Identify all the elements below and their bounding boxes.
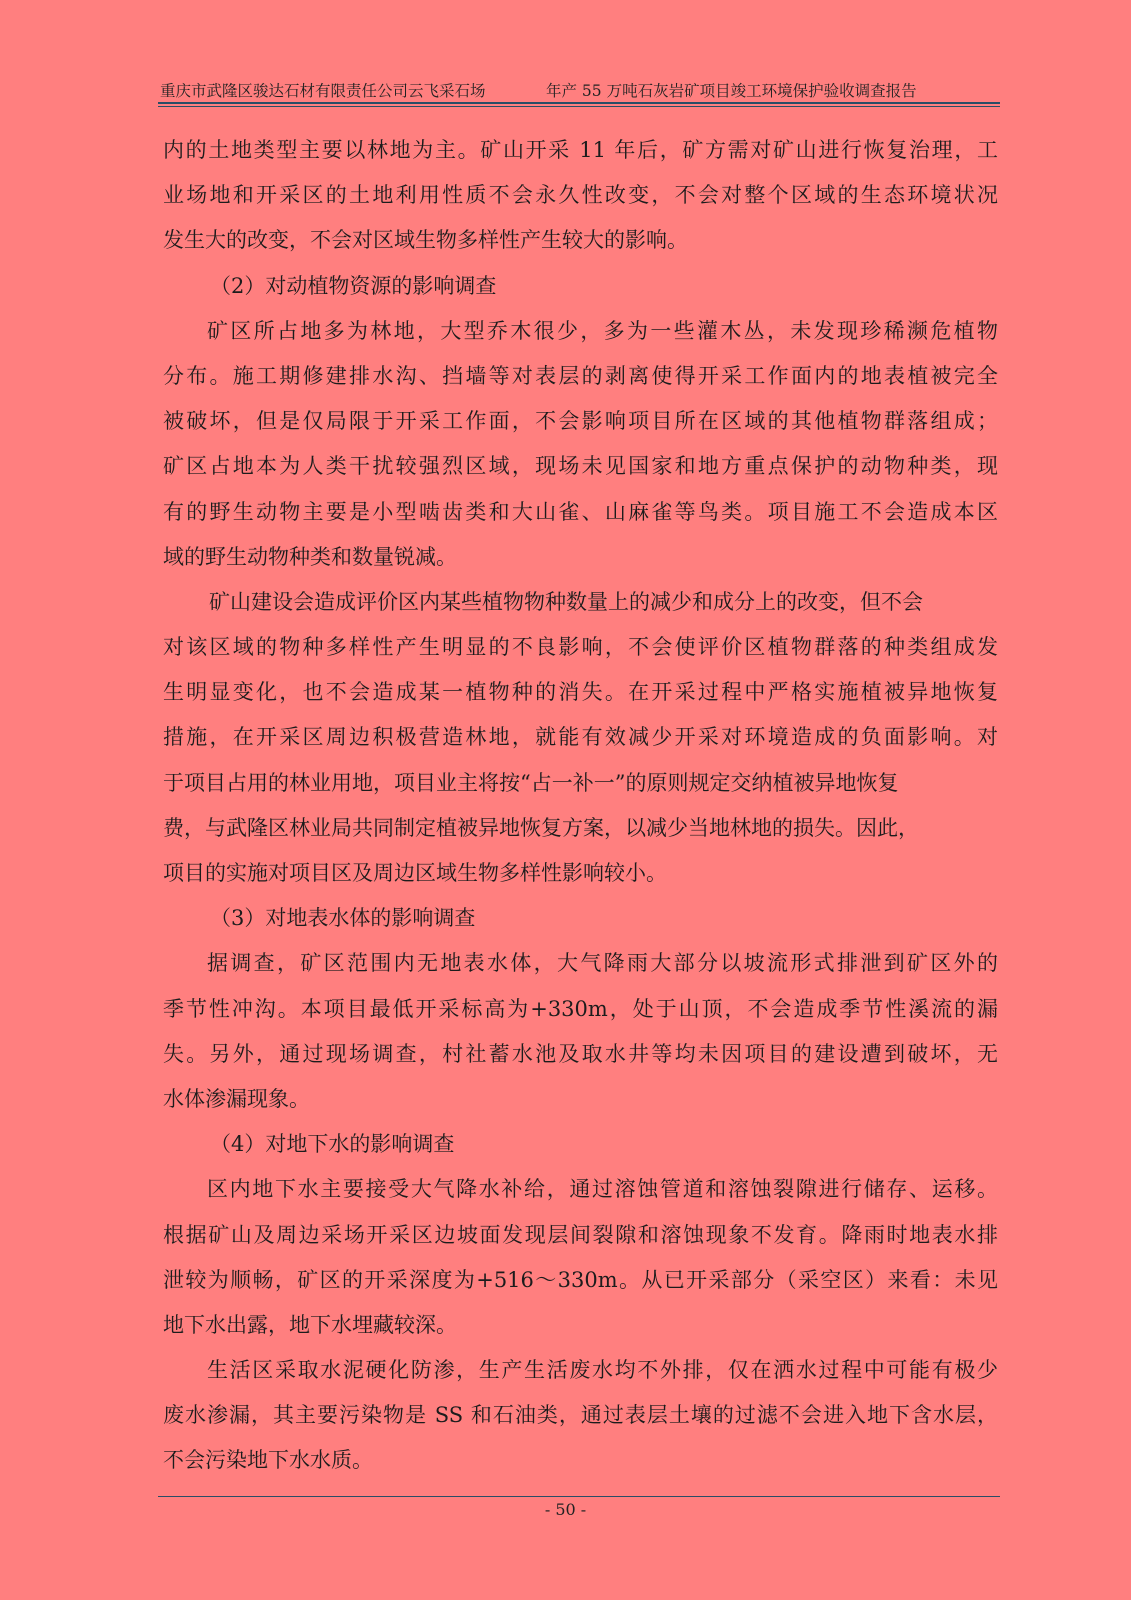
- text-line: 生活区采取水泥硬化防渗，生产生活废水均不外排，仅在洒水过程中可能有极少: [207, 1358, 998, 1383]
- running-header: [160, 78, 998, 104]
- text-line: 地下水出露，地下水埋藏较深。: [163, 1312, 457, 1337]
- text-line: 水体渗漏现象。: [163, 1086, 310, 1111]
- section-heading: （2）对动植物资源的影响调查: [210, 273, 497, 298]
- text-line: 措施，在开采区周边积极营造林地，就能有效减少开采对环境造成的负面影响。对: [163, 725, 998, 750]
- text-line: 业场地和开采区的土地利用性质不会永久性改变，不会对整个区域的生态环境状况: [163, 183, 998, 208]
- text-line: 费，与武隆区林业局共同制定植被异地恢复方案，以减少当地林地的损失。因此，: [163, 815, 919, 840]
- footer-rule: [158, 1496, 1000, 1497]
- text-line: 废水渗漏，其主要污染物是 SS 和石油类，通过表层土壤的过滤不会进入地下含水层，: [163, 1403, 998, 1428]
- section-heading: （4）对地下水的影响调查: [210, 1132, 455, 1157]
- text-line: 季节性冲沟。本项目最低开采标高为+330m，处于山顶，不会造成季节性溪流的漏: [163, 996, 998, 1021]
- text-line: 生明显变化，也不会造成某一植物种的消失。在开采过程中严格实施植被异地恢复: [163, 680, 998, 705]
- text-line: 项目的实施对项目区及周边区域生物多样性影响较小。: [163, 861, 667, 885]
- text-line: 泄较为顺畅，矿区的开采深度为+516～330m。从已开采部分（采空区）来看：未见: [163, 1267, 998, 1292]
- text-line: 对该区域的物种多样性产生明显的不良影响，不会使评价区植物群落的种类组成发: [163, 635, 998, 660]
- text-line: 不会污染地下水水质。: [163, 1448, 373, 1473]
- text-line: 域的野生动物种类和数量锐减。: [163, 544, 457, 569]
- text-line: 分布。施工期修建排水沟、挡墙等对表层的剥离使得开采工作面内的地表植被完全: [163, 363, 998, 388]
- text-line: 内的土地类型主要以林地为主。矿山开采 11 年后，矿方需对矿山进行恢复治理，工: [163, 138, 998, 162]
- text-line: 有的野生动物主要是小型啮齿类和大山雀、山麻雀等鸟类。项目施工不会造成本区: [163, 499, 998, 524]
- text-line: 矿区占地本为人类干扰较强烈区域，现场未见国家和地方重点保护的动物种类，现: [163, 454, 998, 479]
- body-text: [163, 128, 998, 1484]
- section-heading: （3）对地表水体的影响调查: [210, 906, 476, 931]
- text-line: 矿区所占地多为林地，大型乔木很少，多为一些灌木丛，未发现珍稀濒危植物: [207, 318, 998, 343]
- text-line: 被破坏，但是仅局限于开采工作面，不会影响项目所在区域的其他植物群落组成；: [163, 409, 998, 434]
- text-line: 失。另外，通过现场调查，村社蓄水池及取水井等均未因项目的建设遭到破坏，无: [163, 1041, 998, 1066]
- text-line: 发生大的改变，不会对区域生物多样性产生较大的影响。: [163, 228, 688, 253]
- text-line: 矿山建设会造成评价区内某些植物物种数量上的减少和成分上的改变，但不会: [209, 589, 923, 614]
- page-number: - 50 -: [544, 1500, 587, 1519]
- header-rule-thin: [158, 106, 1000, 107]
- text-line: 据调查，矿区范围内无地表水体，大气降雨大部分以坡流形式排泄到矿区外的: [207, 951, 998, 976]
- text-line: 于项目占用的林业用地，项目业主将按“占一补一”的原则规定交纳植被异地恢复: [163, 770, 899, 795]
- header-report-title: 年产 55 万吨石灰岩矿项目竣工环境保护验收调查报告: [546, 82, 917, 100]
- header-rule: [158, 102, 1000, 104]
- text-line: 根据矿山及周边采场开采区边坡面发现层间裂隙和溶蚀现象不发育。降雨时地表水排: [163, 1222, 998, 1247]
- header-company: 重庆市武隆区骏达石材有限责任公司云飞采石场: [160, 82, 486, 100]
- text-line: 区内地下水主要接受大气降水补给，通过溶蚀管道和溶蚀裂隙进行储存、运移。: [207, 1177, 998, 1202]
